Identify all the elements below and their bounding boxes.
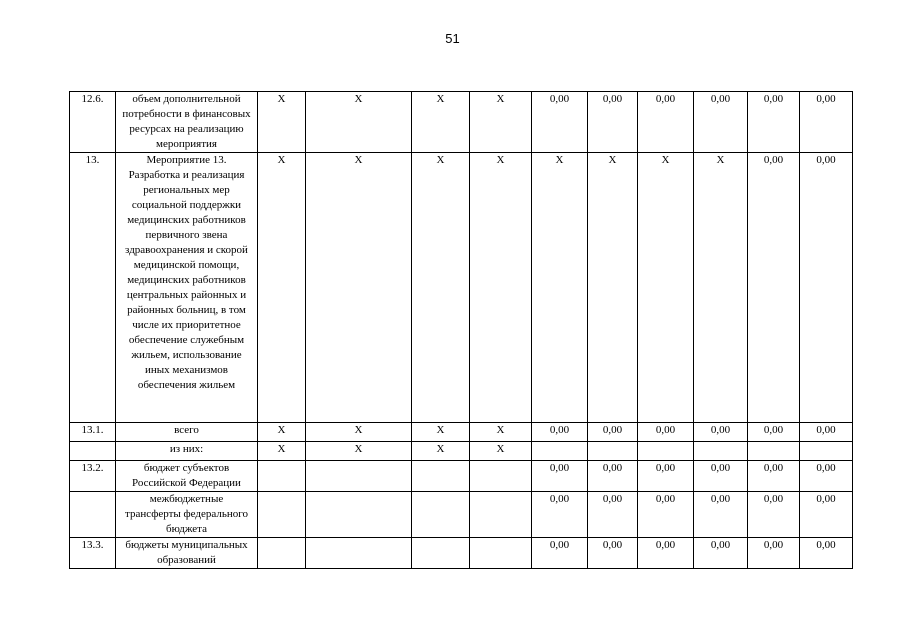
value-cell: X bbox=[694, 153, 748, 423]
row-number: 13.3. bbox=[70, 538, 116, 569]
value-cell: 0,00 bbox=[694, 461, 748, 492]
value-cell: 0,00 bbox=[532, 423, 588, 442]
table-row bbox=[70, 492, 853, 538]
value-cell: X bbox=[412, 423, 470, 442]
value-cell: 0,00 bbox=[748, 153, 800, 423]
value-cell bbox=[306, 538, 412, 569]
value-cell: 0,00 bbox=[800, 461, 853, 492]
row-name: объем дополнительной потребности в финансовых ресурсах на реализацию мероприятия bbox=[116, 92, 258, 153]
row-name: Мероприятие 13. Разработка и реализация региональных мер социальной поддержки медицинских работников первичного звена здравоохранения и скорой медицинской помощи, медицинских работников центральных районных и районных больниц, в том числе их приоритетное обеспечение служебным жильем, использование иных механизмов обеспечения жильем bbox=[116, 153, 258, 423]
value-cell: 0,00 bbox=[638, 461, 694, 492]
row-name: всего bbox=[116, 423, 258, 442]
value-cell: 0,00 bbox=[748, 423, 800, 442]
value-cell: X bbox=[306, 423, 412, 442]
value-cell: X bbox=[412, 442, 470, 461]
value-cell: 0,00 bbox=[800, 492, 853, 538]
row-name: бюджеты муниципальных образований bbox=[116, 538, 258, 569]
row-number bbox=[70, 442, 116, 461]
value-cell: X bbox=[638, 153, 694, 423]
value-cell: X bbox=[588, 153, 638, 423]
value-cell: 0,00 bbox=[638, 538, 694, 569]
value-cell bbox=[470, 461, 532, 492]
value-cell bbox=[258, 492, 306, 538]
value-cell bbox=[258, 538, 306, 569]
table-row bbox=[70, 153, 853, 423]
value-cell bbox=[532, 442, 588, 461]
value-cell bbox=[412, 492, 470, 538]
value-cell: 0,00 bbox=[588, 461, 638, 492]
value-cell: 0,00 bbox=[748, 92, 800, 153]
value-cell: 0,00 bbox=[588, 538, 638, 569]
row-number bbox=[70, 492, 116, 538]
value-cell: 0,00 bbox=[800, 538, 853, 569]
value-cell: 0,00 bbox=[748, 461, 800, 492]
value-cell: 0,00 bbox=[694, 92, 748, 153]
value-cell: 0,00 bbox=[694, 538, 748, 569]
table-row bbox=[70, 442, 853, 461]
value-cell bbox=[470, 538, 532, 569]
value-cell: X bbox=[258, 92, 306, 153]
value-cell bbox=[800, 442, 853, 461]
value-cell: X bbox=[258, 442, 306, 461]
value-cell bbox=[470, 492, 532, 538]
value-cell bbox=[694, 442, 748, 461]
value-cell: X bbox=[532, 153, 588, 423]
value-cell: 0,00 bbox=[588, 92, 638, 153]
value-cell bbox=[748, 442, 800, 461]
value-cell: X bbox=[306, 92, 412, 153]
row-number: 13. bbox=[70, 153, 116, 423]
value-cell: X bbox=[470, 423, 532, 442]
value-cell: 0,00 bbox=[800, 153, 853, 423]
row-number: 13.1. bbox=[70, 423, 116, 442]
value-cell: X bbox=[470, 442, 532, 461]
value-cell bbox=[306, 461, 412, 492]
table-row bbox=[70, 92, 853, 153]
budget-table bbox=[69, 91, 853, 569]
value-cell: 0,00 bbox=[532, 538, 588, 569]
value-cell bbox=[638, 442, 694, 461]
value-cell: X bbox=[412, 153, 470, 423]
value-cell: 0,00 bbox=[532, 492, 588, 538]
value-cell: X bbox=[470, 153, 532, 423]
value-cell: 0,00 bbox=[532, 461, 588, 492]
value-cell: 0,00 bbox=[532, 92, 588, 153]
row-number: 13.2. bbox=[70, 461, 116, 492]
value-cell: 0,00 bbox=[638, 492, 694, 538]
value-cell: 0,00 bbox=[800, 92, 853, 153]
value-cell bbox=[258, 461, 306, 492]
value-cell: 0,00 bbox=[694, 492, 748, 538]
row-name: межбюджетные трансферты федерального бюджета bbox=[116, 492, 258, 538]
value-cell: 0,00 bbox=[748, 538, 800, 569]
row-name: из них: bbox=[116, 442, 258, 461]
row-number: 12.6. bbox=[70, 92, 116, 153]
value-cell: 0,00 bbox=[588, 492, 638, 538]
value-cell: X bbox=[258, 423, 306, 442]
value-cell: 0,00 bbox=[800, 423, 853, 442]
value-cell: 0,00 bbox=[748, 492, 800, 538]
table-row bbox=[70, 423, 853, 442]
value-cell: X bbox=[412, 92, 470, 153]
value-cell: 0,00 bbox=[694, 423, 748, 442]
value-cell: 0,00 bbox=[588, 423, 638, 442]
value-cell: X bbox=[306, 153, 412, 423]
row-name: бюджет субъектов Российской Федерации bbox=[116, 461, 258, 492]
budget-table-body bbox=[70, 92, 853, 569]
value-cell: X bbox=[306, 442, 412, 461]
value-cell: X bbox=[258, 153, 306, 423]
value-cell: 0,00 bbox=[638, 423, 694, 442]
value-cell bbox=[412, 538, 470, 569]
value-cell bbox=[306, 492, 412, 538]
value-cell: X bbox=[470, 92, 532, 153]
table-row bbox=[70, 538, 853, 569]
page-number: 51 bbox=[445, 31, 460, 46]
value-cell bbox=[588, 442, 638, 461]
value-cell bbox=[412, 461, 470, 492]
value-cell: 0,00 bbox=[638, 92, 694, 153]
table-row bbox=[70, 461, 853, 492]
